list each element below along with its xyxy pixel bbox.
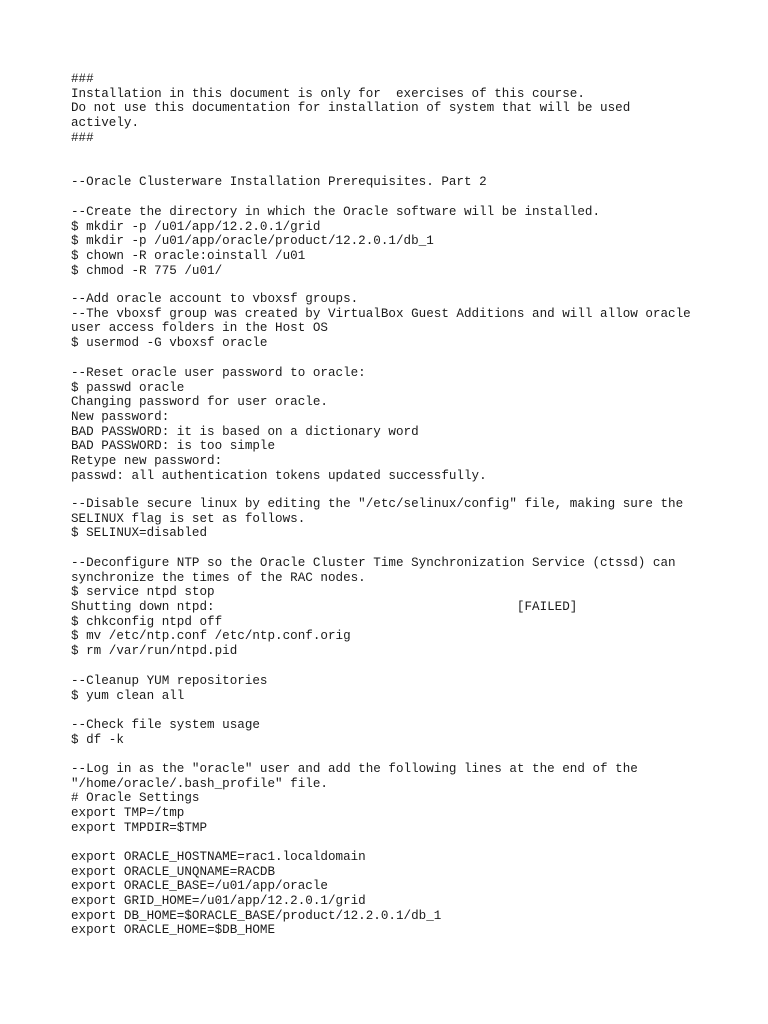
text-line: --Oracle Clusterware Installation Prerequisites. Part 2 (71, 175, 487, 189)
text-line: $ SELINUX=disabled (71, 526, 208, 541)
text-line: export ORACLE_UNQNAME=RACDB (71, 864, 276, 879)
text-line: Changing password for user oracle. (71, 395, 328, 410)
text-line: --Cleanup YUM repositories (71, 674, 268, 688)
block-cleanup-yum (71, 674, 268, 703)
text-line: $ df -k (71, 732, 124, 747)
text-line: --Deconfigure NTP so the Oracle Cluster Time Synchronization Service (ctssd) can (71, 556, 676, 570)
block-check-filesystem (71, 718, 260, 747)
text-line: --Reset oracle user password to oracle: (71, 366, 366, 380)
block-deconfigure-ntp (71, 556, 676, 659)
text-line: # Oracle Settings (71, 791, 200, 806)
text-line: $ chkconfig ntpd off (71, 614, 223, 629)
block-disable-selinux (71, 497, 683, 541)
block-bash-profile (71, 762, 638, 835)
text-line: $ mkdir -p /u01/app/oracle/product/12.2.0.1/db_1 (71, 234, 434, 249)
text-line: passwd: all authentication tokens updated successfully. (71, 468, 487, 483)
text-line: user access folders in the Host OS (71, 321, 328, 336)
text-line: $ chown -R oracle:oinstall /u01 (71, 249, 306, 264)
text-line: export DB_HOME=$ORACLE_BASE/product/12.2.0.1/db_1 (71, 908, 442, 923)
text-line: Retype new password: (71, 454, 223, 469)
block-disclaimer (71, 72, 630, 145)
text-line: $ mv /etc/ntp.conf /etc/ntp.conf.orig (71, 629, 351, 644)
text-line: --Create the directory in which the Oracle software will be installed. (71, 205, 601, 219)
text-line: export ORACLE_HOME=$DB_HOME (71, 923, 276, 938)
text-line: export TMP=/tmp (71, 806, 185, 821)
text-line: --The vboxsf group was created by VirtualBox Guest Additions and will allow oracle (71, 306, 691, 321)
block-vboxsf-groups (71, 292, 691, 351)
text-line: --Disable secure linux by editing the "/etc/selinux/config" file, making sure the (71, 497, 684, 511)
text-line: ### (71, 72, 94, 86)
text-line: New password: (71, 410, 170, 425)
text-line: export ORACLE_BASE=/u01/app/oracle (71, 879, 328, 894)
text-line: --Log in as the "oracle" user and add the following lines at the end of the (71, 762, 638, 776)
text-line: $ passwd oracle (71, 380, 185, 395)
text-line: BAD PASSWORD: is too simple (71, 439, 276, 454)
text-line: export ORACLE_HOSTNAME=rac1.localdomain (71, 850, 366, 864)
block-title (71, 175, 487, 190)
block-oracle-env-exports (71, 850, 441, 938)
text-line: $ rm /var/run/ntpd.pid (71, 644, 238, 659)
text-line: export GRID_HOME=/u01/app/12.2.0.1/grid (71, 894, 366, 909)
text-line: $ service ntpd stop (71, 585, 215, 600)
block-create-directory (71, 205, 600, 278)
block-reset-password (71, 366, 487, 484)
text-line: Do not use this documentation for installation of system that will be used (71, 101, 631, 116)
text-line: $ yum clean all (71, 688, 185, 703)
text-line: $ chmod -R 775 /u01/ (71, 263, 223, 278)
text-line: Installation in this document is only for exercises of this course. (71, 86, 585, 101)
text-line: --Check file system usage (71, 718, 260, 732)
text-line: SELINUX flag is set as follows. (71, 511, 306, 526)
text-line: export TMPDIR=$TMP (71, 820, 208, 835)
text-line: Shutting down ntpd: [FAILED] (71, 600, 578, 615)
text-line: BAD PASSWORD: it is based on a dictionary word (71, 424, 419, 439)
text-line: "/home/oracle/.bash_profile" file. (71, 776, 328, 791)
text-line: $ mkdir -p /u01/app/12.2.0.1/grid (71, 219, 321, 234)
text-line: $ usermod -G vboxsf oracle (71, 336, 268, 351)
text-line: ### (71, 130, 94, 145)
text-line: synchronize the times of the RAC nodes. (71, 570, 366, 585)
text-line: actively. (71, 116, 140, 131)
text-line: --Add oracle account to vboxsf groups. (71, 292, 359, 306)
